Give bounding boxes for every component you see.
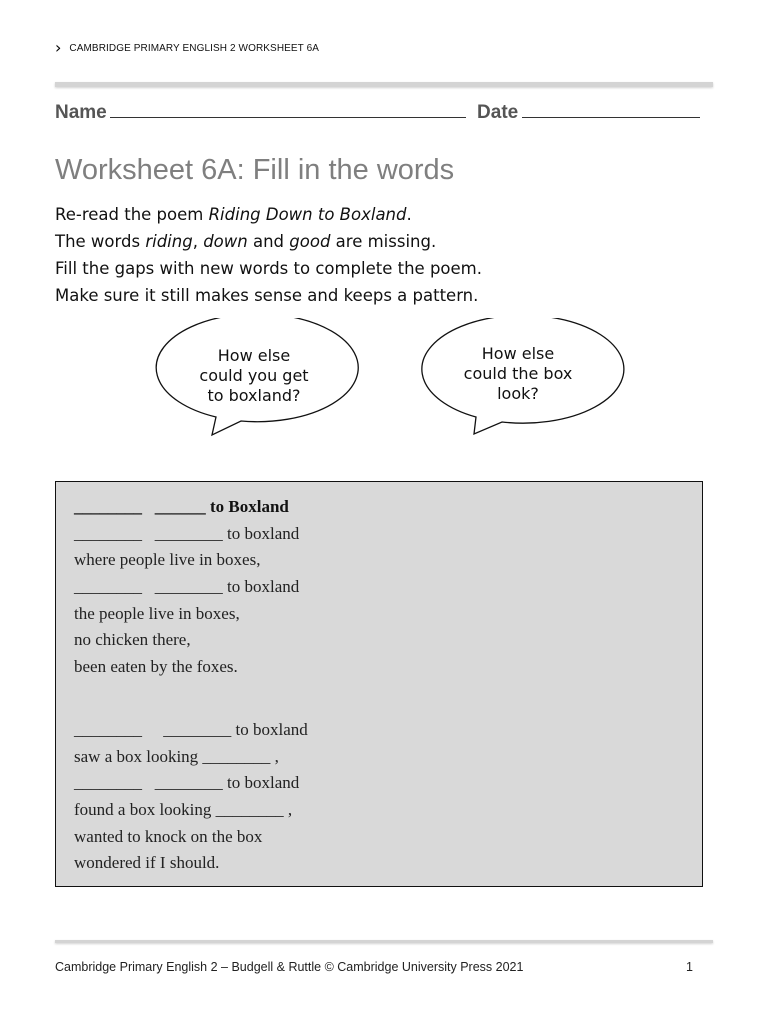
instruction-text: and bbox=[247, 232, 290, 251]
bubble-line: could you get bbox=[199, 366, 309, 385]
instruction-text: Re-read the poem bbox=[55, 205, 209, 224]
instruction-line-2 bbox=[55, 228, 482, 255]
poem-line: where people live in boxes, bbox=[74, 550, 261, 570]
instruction-line-1 bbox=[55, 201, 482, 228]
instruction-text: . bbox=[406, 205, 412, 224]
name-date-row bbox=[55, 102, 705, 124]
poem-line: wanted to knock on the box bbox=[74, 826, 263, 846]
speech-bubbles bbox=[0, 318, 768, 443]
poem-line[interactable]: ________ ________ to boxland bbox=[74, 719, 308, 739]
chevron-right-icon: › bbox=[55, 38, 62, 57]
speech-bubble-shapes bbox=[0, 318, 768, 443]
poem-line: been eaten by the foxes. bbox=[74, 657, 238, 677]
page-footer bbox=[55, 960, 693, 974]
poem-line[interactable]: ________ ________ to boxland bbox=[74, 577, 300, 597]
instruction-line-3: Fill the gaps with new words to complete the poem. bbox=[55, 259, 482, 278]
poem-line[interactable]: ________ ________ to boxland bbox=[74, 773, 300, 793]
page-number: 1 bbox=[686, 960, 693, 974]
bubble-line: look? bbox=[497, 384, 539, 403]
poem-line[interactable]: found a box looking ________ , bbox=[74, 799, 293, 819]
instruction-line-4: Make sure it still makes sense and keeps a pattern. bbox=[55, 286, 479, 305]
footer-credit: Cambridge Primary English 2 – Budgell & Ruttle © Cambridge University Press 2021 bbox=[55, 960, 524, 974]
poem-line[interactable]: ________ ________ to boxland bbox=[74, 523, 300, 543]
instruction-text: , bbox=[192, 232, 204, 251]
date-label: Date bbox=[477, 102, 519, 123]
footer-divider bbox=[55, 940, 713, 943]
instruction-text: The words bbox=[55, 232, 146, 251]
bubble-line: How else bbox=[217, 346, 291, 365]
poem-title: Riding Down to Boxland bbox=[208, 205, 407, 224]
page-header bbox=[55, 40, 319, 56]
missing-word: good bbox=[289, 232, 331, 251]
speech-bubble-right-text bbox=[438, 344, 598, 404]
header-label: CAMBRIDGE PRIMARY ENGLISH 2 WORKSHEET 6A bbox=[69, 42, 320, 54]
instructions bbox=[55, 201, 482, 309]
bubble-line: could the box bbox=[463, 364, 573, 383]
name-label: Name bbox=[55, 102, 107, 123]
header-divider bbox=[55, 82, 713, 87]
speech-bubble-left-text bbox=[174, 346, 334, 406]
poem-title-line[interactable]: ________ ______ to Boxland bbox=[74, 497, 289, 516]
poem-line: no chicken there, bbox=[74, 630, 191, 650]
bubble-line: to boxland? bbox=[207, 386, 301, 405]
stanza-break bbox=[74, 681, 308, 717]
poem-box bbox=[55, 481, 703, 887]
poem-line: wondered if I should. bbox=[74, 853, 220, 873]
poem-line[interactable]: saw a box looking ________ , bbox=[74, 746, 279, 766]
date-field[interactable] bbox=[522, 103, 700, 118]
missing-word: riding bbox=[145, 232, 193, 251]
poem-line: the people live in boxes, bbox=[74, 603, 240, 623]
missing-word: down bbox=[203, 232, 248, 251]
bubble-line: How else bbox=[481, 344, 555, 363]
page-title: Worksheet 6A: Fill in the words bbox=[55, 154, 455, 186]
name-field[interactable] bbox=[110, 103, 466, 118]
instruction-text: are missing. bbox=[330, 232, 437, 251]
poem bbox=[74, 494, 308, 877]
